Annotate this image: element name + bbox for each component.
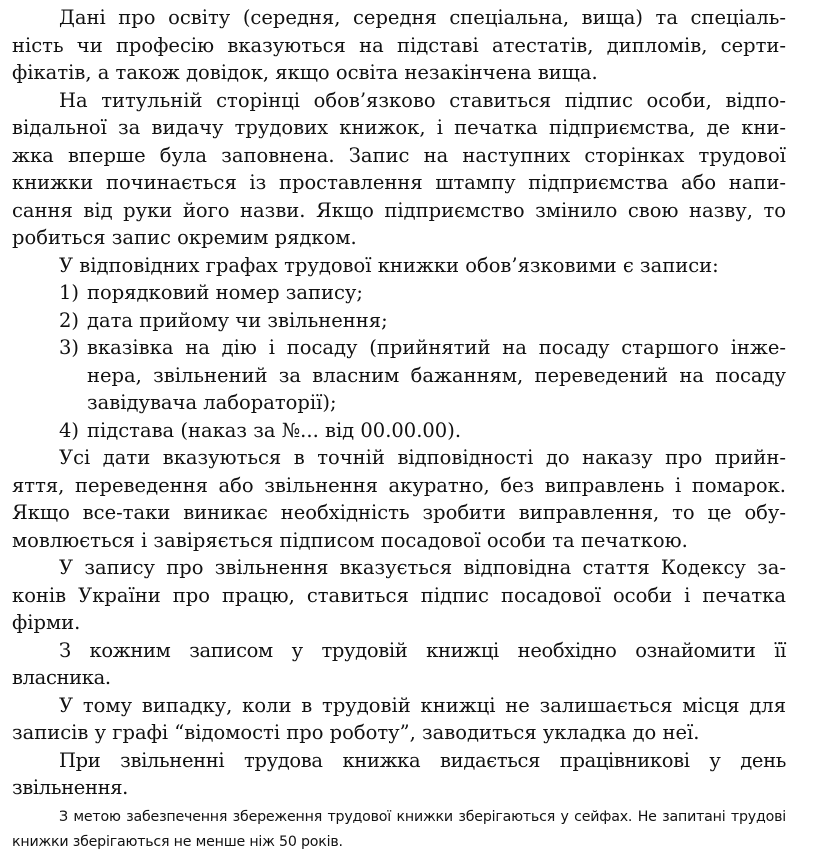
list-item: [12, 307, 786, 335]
paragraph-acquaint-owner: З кожним записом у трудовій книжці необхідно ознайомити її власника.: [12, 638, 786, 689]
paragraph-insert: У тому випадку, коли в трудовій книжці не залишається місця для записів у графі “відомості про роботу”, заводиться укладка до неї.: [12, 693, 786, 744]
list-item-text: вказівка на дію і посаду (прийнятий на посаду старшого інже- нера, звільнений за власним бажанням, переведений на посаду завідувача лабораторії);: [87, 336, 786, 414]
required-records-list: [12, 279, 786, 444]
list-item-number: 1): [59, 281, 80, 304]
paragraph-dismissal-record: У запису про звільнення вказується відповідна стаття Кодексу за- конів України про працю, ставиться підпис посадової особи і печатка фірми.: [12, 556, 786, 634]
list-item-text: підстава (наказ за №... від 00.00.00).: [87, 418, 462, 442]
paragraph-education: Дані про освіту (середня, середня спеціальна, вища) та спеціаль- ність чи професію вказуються на підставі атестатів, дипломів, серти- фікатів, а також довідок, якщо освіта незакінчена вища.: [12, 6, 786, 84]
note-storage: З метою забезпечення збереження трудової книжки зберігаються у сейфах. Не запитані трудові книжки зберігаються не менше ніж 50 років.: [12, 808, 786, 850]
list-item-number: 4): [59, 418, 80, 442]
list-item-number: 2): [59, 308, 80, 332]
paragraph-title-page: На титульній сторінці обов’язково ставиться підпис особи, відпо- відальної за видачу трудових книжок, і печатка підприємства, де кни- жка вперше була заповнена. Запис на наступних сторінках трудової книжки починається із проставлення штампу підприємства або напи- сання від руки його назви. Якщо підприємство змінило свою назву, то робиться запис окремим рядком.: [12, 88, 786, 249]
document-page: [12, 4, 786, 855]
list-item: [12, 279, 786, 307]
list-item: [12, 417, 786, 445]
paragraph-issue-on-dismissal: При звільненні трудова книжка видається працівникові у день звільнення.: [12, 748, 786, 799]
paragraph-dates: Усі дати вказуються в точній відповідності до наказу про прийн- яття, переведення або звільнення акуратно, без виправлень і помарок. Якщо все-таки виникає необхідність зробити виправлення, то це обу- мовлюється і завіряється підписом посадової особи та печаткою.: [12, 446, 786, 552]
list-item-number: 3): [59, 336, 80, 359]
list-item-text: порядковий номер запису;: [87, 281, 363, 304]
paragraph-required-records: У відповідних графах трудової книжки обов’язковими є записи:: [59, 253, 719, 277]
list-item-text: дата прийому чи звільнення;: [87, 308, 388, 332]
list-item: [12, 334, 786, 417]
